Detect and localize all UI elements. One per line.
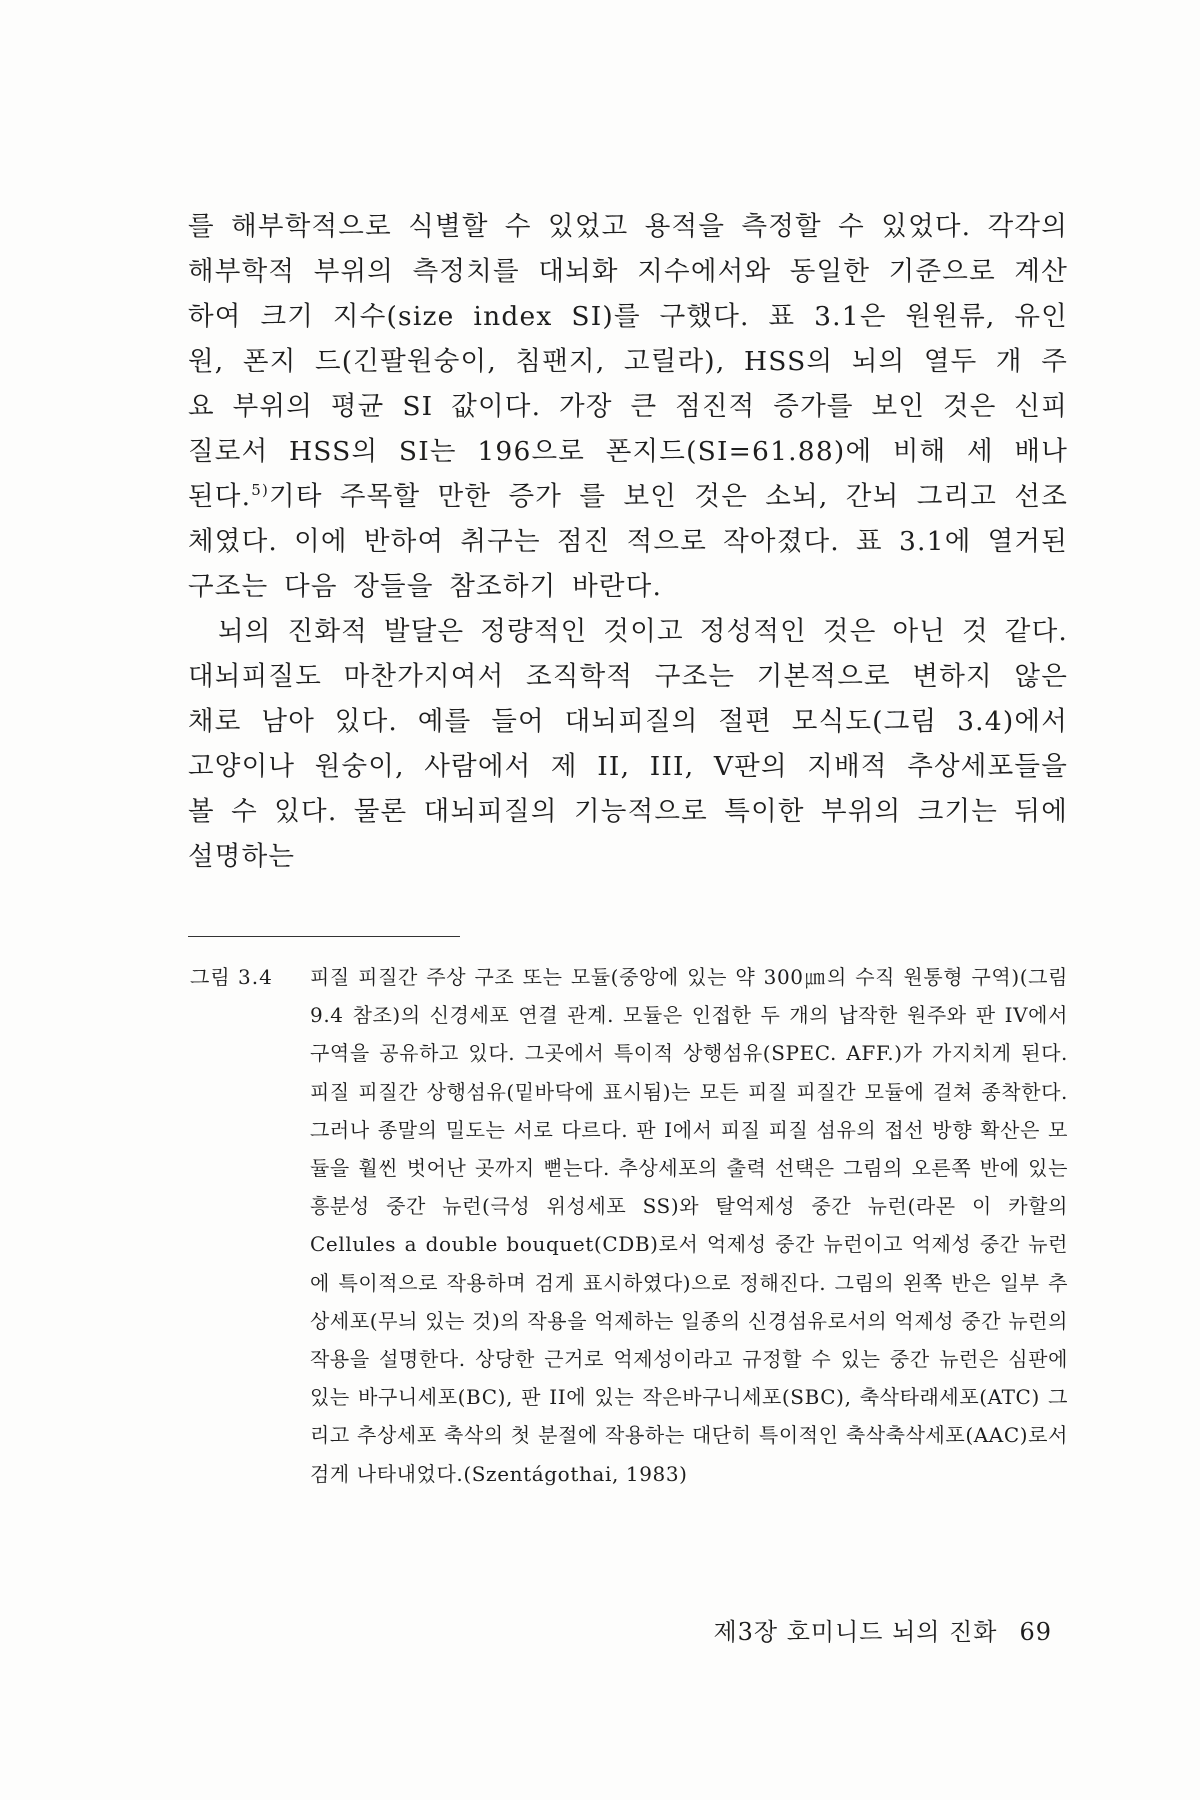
line-6b: 기타 주목할 만한 증가 [269, 481, 563, 512]
line-7: 를 보인 것은 소뇌, 간뇌 그리고 선조체였다. 이에 반하여 취구는 점진 [188, 481, 1068, 557]
caption-divider [188, 936, 460, 937]
running-chapter-title: 제3장 호미니드 뇌의 진화 [713, 1618, 998, 1646]
line-8: 적으로 작아졌다. 표 3.1에 열거된 구조는 다음 장들을 참조하기 바란다. [188, 526, 1069, 602]
figure-label: 그림 3.4 [190, 965, 273, 989]
paragraph-1 [188, 204, 1068, 609]
main-text [188, 204, 1068, 879]
paragraph-2: 뇌의 진화적 발달은 정량적인 것이고 정성적인 것은 아닌 것 같다. 대뇌피질도 마찬가지여서 조직학적 구조는 기본적으로 변하지 않은 채로 남아 있다. 예를 들어 대뇌피질의 절편 모식도(그림 3.4)에서 고양이나 원숭이, 사람에서 제 II, III, V판의 지배적 추상세포들을 볼 수 있다. 물론 대뇌피질의 기능적으로 특이한 부위의 크기는 뒤에 설명하는 [188, 616, 1068, 872]
line-3: 하여 크기 지수(size index SI)를 구했다. 표 3.1은 원원류, 유인원, 폰지 [188, 301, 1068, 377]
line-2: 해부학적 부위의 측정치를 대뇌화 지수에서와 동일한 기준으로 계산 [188, 256, 1068, 287]
footnote-marker: 5) [251, 481, 270, 500]
line-6: 196으로 폰지드(SI=61.88)에 비해 세 배나 된다. [188, 436, 1068, 512]
page-footer [713, 1612, 1052, 1647]
line-4: 드(긴팔원숭이, 침팬지, 고릴라), HSS의 뇌의 열두 개 주요 부위의 평균 [188, 346, 1068, 422]
figure-caption: 피질 피질간 주상 구조 또는 모듈(중앙에 있는 약 300㎛의 수직 원통형 구역)(그림 9.4 참조)의 신경세포 연결 관계. 모듈은 인접한 두 개의 납작한 원주와 판 IV에서 구역을 공유하고 있다. 그곳에서 특이적 상행섬유(SPEC. AFF.)가 가지치게 된다. 피질 피질간 상행섬유(밑바닥에 표시됨)는 모든 피질 피질간 모듈에 걸쳐 종착한다. 그러나 종말의 밀도는 서로 다르다. 판 I에서 피질 피질 섬유의 접선 방향 확산은 모듈을 훨씬 벗어난 곳까지 뻗는다. 추상세포의 출력 선택은 그림의 오른쪽 반에 있는 흥분성 중간 뉴런(극성 위성세포 SS)와 탈억제성 중간 뉴런(라몬 이 카할의 Cellules a double bouquet(CDB)로서 억제성 중간 뉴런이고 억제성 중간 뉴런에 특이적으로 작용하며 검게 표시하였다)으로 정해진다. 그림의 왼쪽 반은 일부 추상세포(무늬 있는 것)의 작용을 억제하는 일종의 신경섬유로서의 억제성 중간 뉴런의 작용을 설명한다. 상당한 근거로 억제성이라고 규정할 수 있는 중간 뉴런은 심판에 있는 바구니세포(BC), 판 II에 있는 작은바구니세포(SBC), 축삭타래세포(ATC) 그리고 추상세포 축삭의 첫 분절에 작용하는 대단히 특이적인 축삭축삭세포(AAC)로서 검게 나타내었다.(Szentágothai, 1983) [310, 965, 1068, 1486]
line-1: 를 해부학적으로 식별할 수 있었고 용적을 측정할 수 있었다. 각각의 [188, 211, 1068, 242]
line-5: SI 값이다. 가장 큰 점진적 증가를 보인 것은 신피질로서 HSS의 SI는 [188, 391, 1068, 467]
page-number: 69 [1019, 1618, 1052, 1646]
